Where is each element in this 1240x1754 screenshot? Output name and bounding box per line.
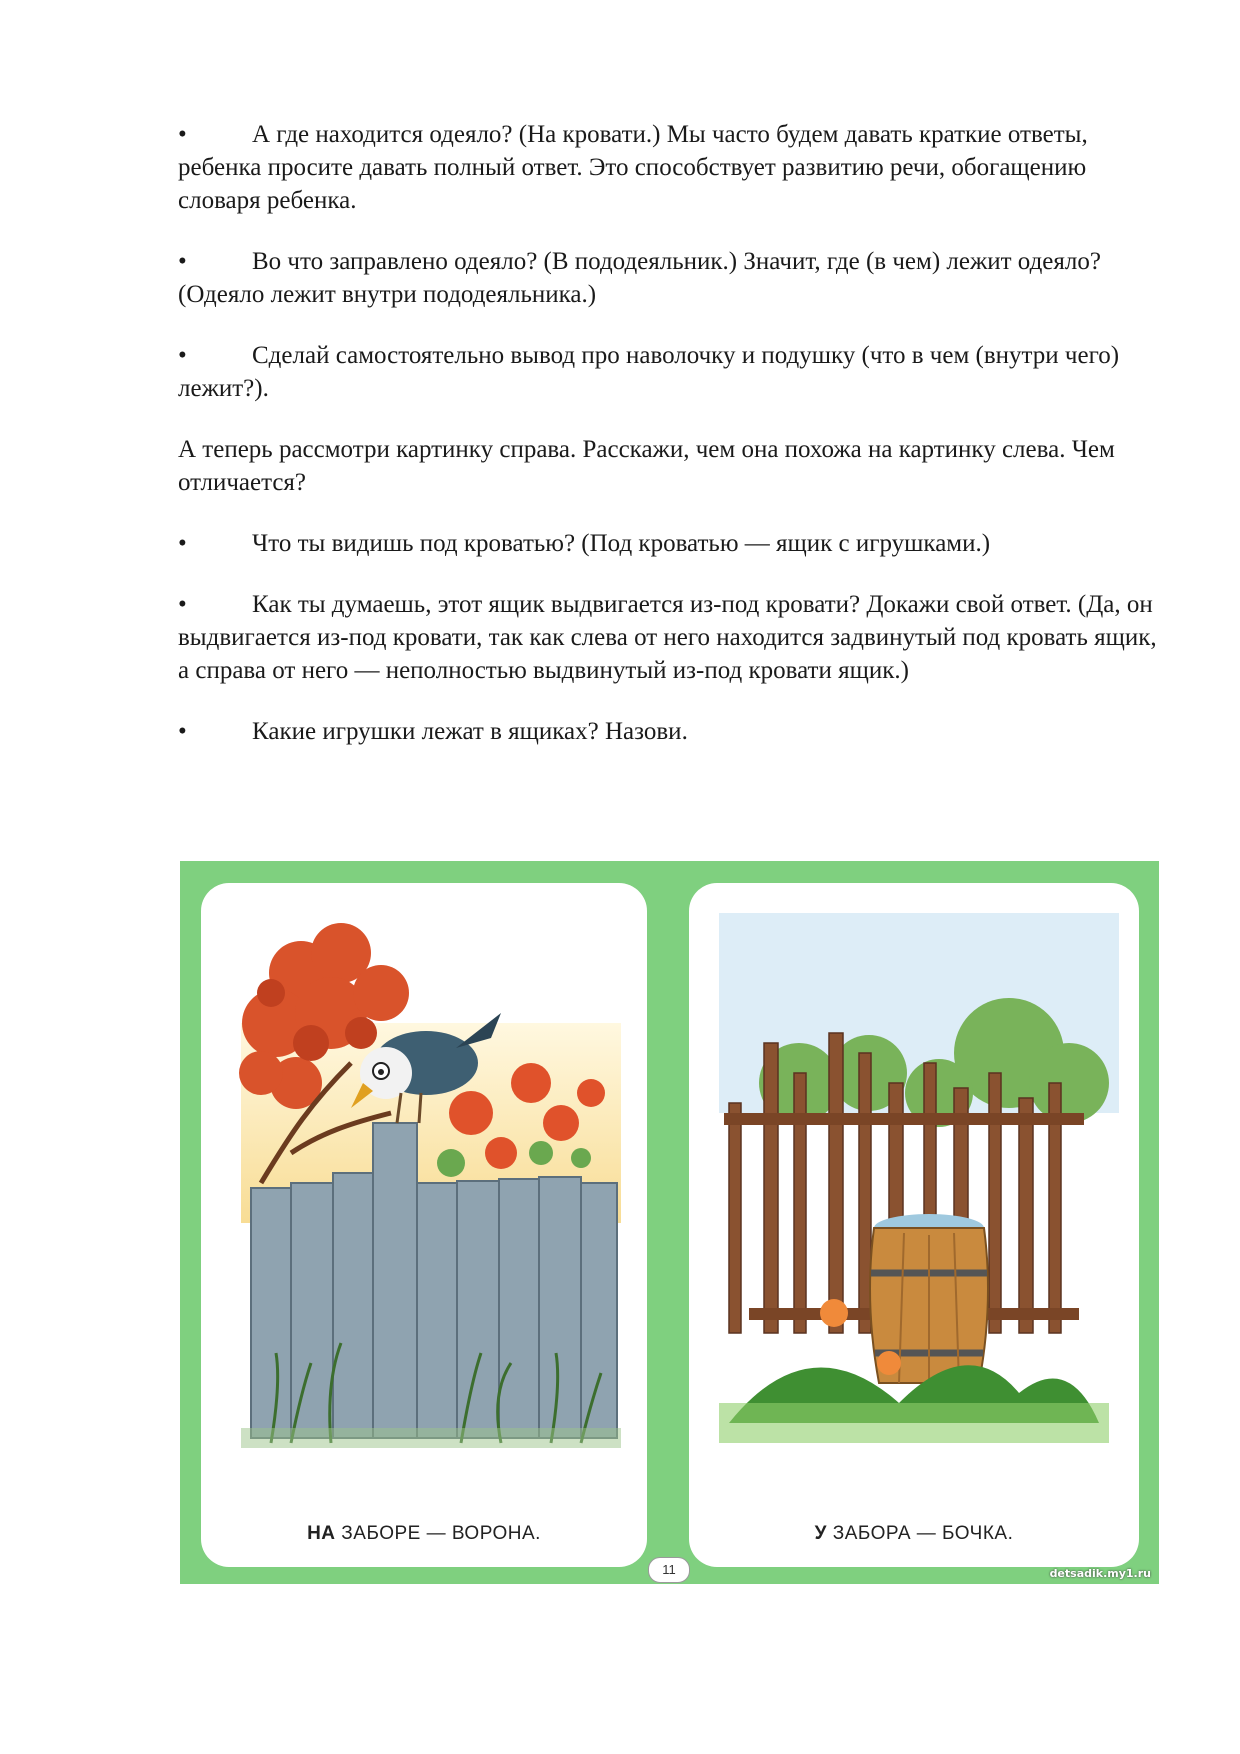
barrel-by-fence-illustration [689, 883, 1139, 1567]
bullet-paragraph-5 [178, 588, 1158, 687]
watermark: detsadik.my1.ru [1049, 1567, 1151, 1580]
bullet-paragraph-2 [178, 245, 1158, 311]
text-content [178, 118, 1158, 776]
plain-paragraph: А теперь рассмотри картинку справа. Расскажи, чем она похожа на картинку слева. Чем отличается? [178, 436, 1115, 496]
paragraph-text: Во что заправлено одеяло? (В пододеяльник.) Значит, где (в чем) лежит одеяло? (Одеяло лежит внутри пододеяльника.) [178, 248, 1101, 308]
paragraph-text: Сделай самостоятельно вывод про наволочку и подушку (что в чем (внутри чего) лежит?). [178, 342, 1120, 402]
crow-on-fence-illustration [201, 883, 647, 1567]
paragraph-text: Что ты видишь под кроватью? (Под кроватью — ящик с игрушками.) [252, 530, 991, 557]
bullet-paragraph-3 [178, 339, 1158, 405]
bullet-marker: • [178, 530, 187, 557]
left-caption [201, 1523, 647, 1545]
bullet-marker: • [178, 248, 187, 275]
bullet-paragraph-4 [178, 527, 1158, 560]
right-caption [689, 1523, 1139, 1545]
bullet-marker: • [178, 121, 187, 148]
bullet-marker: • [178, 591, 187, 618]
caption-bold: У [814, 1523, 827, 1544]
bullet-marker: • [178, 718, 187, 745]
page-number-badge: 11 [648, 1557, 690, 1583]
paragraph-text: А где находится одеяло? (На кровати.) Мы часто будем давать краткие ответы, ребенка просите давать полный ответ. Это способствует развитию речи, обогащению словаря ребенка. [178, 121, 1088, 214]
illustration-figure [180, 861, 1159, 1584]
card-barrel-by-fence [689, 883, 1139, 1567]
bullet-marker: • [178, 342, 187, 369]
paragraph-text: Как ты думаешь, этот ящик выдвигается из-под кровати? Докажи свой ответ. (Да, он выдвигается из-под кровати, так как слева от него находится задвинутый под кровать ящик, а справа от него — неполностью выдвинутый из-под кровати ящик.) [178, 591, 1157, 684]
caption-text: ЗАБОРА — БОЧКА. [832, 1523, 1014, 1544]
bullet-paragraph-6 [178, 715, 1158, 748]
caption-bold: НА [307, 1523, 336, 1544]
bullet-paragraph-1 [178, 118, 1158, 217]
card-crow-on-fence [201, 883, 647, 1567]
caption-text: ЗАБОРЕ — ВОРОНА. [341, 1523, 541, 1544]
paragraph-text: Какие игрушки лежат в ящиках? Назови. [252, 718, 688, 745]
